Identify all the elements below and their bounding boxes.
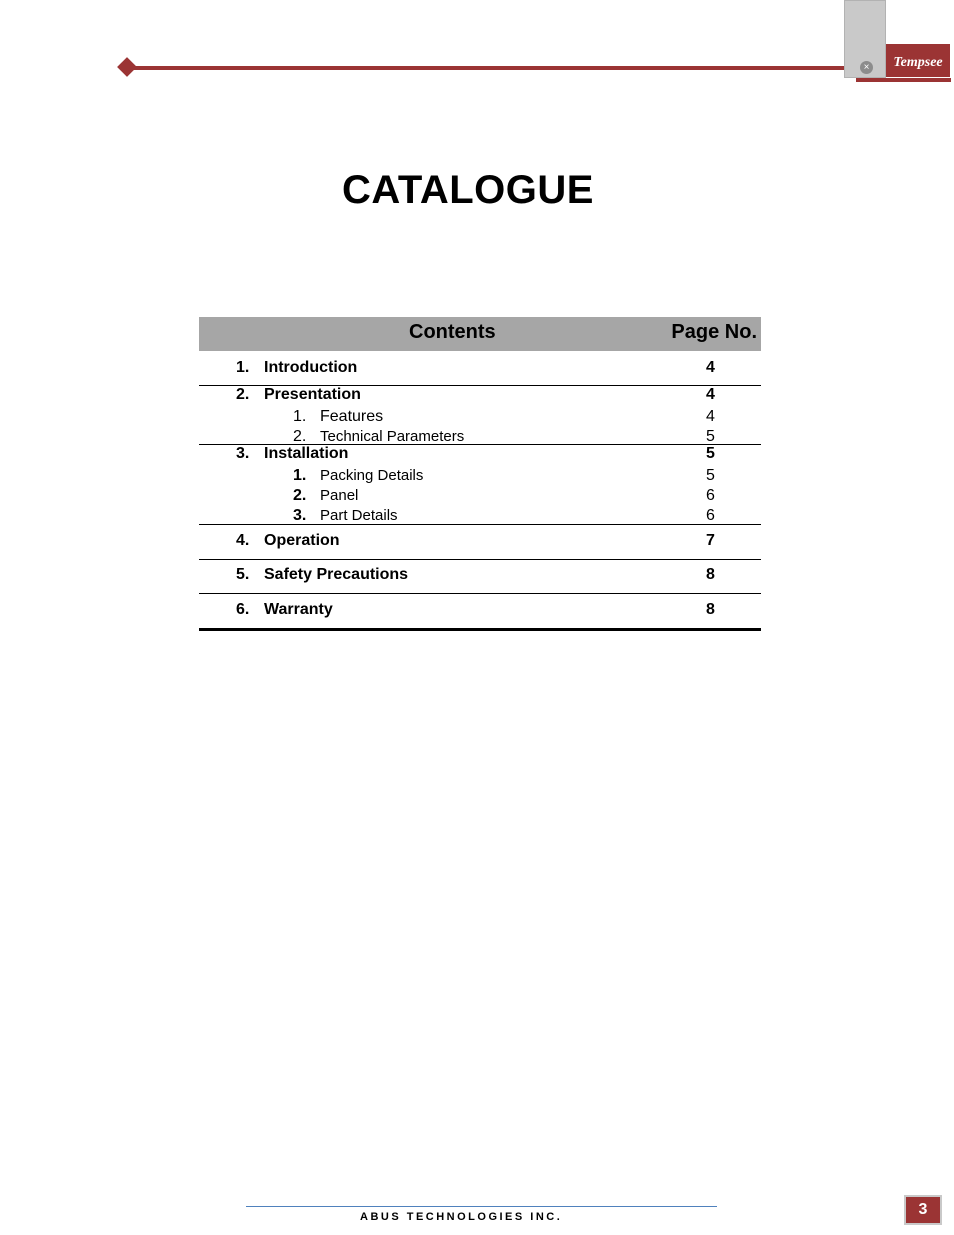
toc-page: 6 xyxy=(706,487,715,504)
toc-subrow[interactable] xyxy=(199,465,761,485)
page-number: 3 xyxy=(904,1195,942,1225)
toc-number: 1. xyxy=(293,467,307,484)
toc-page: 5 xyxy=(706,467,715,484)
toc-label: Operation xyxy=(264,532,340,549)
header-rule xyxy=(130,66,844,70)
toc-label: Features xyxy=(320,408,384,425)
toc-label: Warranty xyxy=(264,601,333,618)
toc-section xyxy=(199,351,761,386)
toc-row[interactable] xyxy=(199,599,761,619)
toc-section xyxy=(199,445,761,525)
toc-label: Presentation xyxy=(264,386,361,403)
toc-section xyxy=(199,386,761,445)
toc-label: Installation xyxy=(264,445,349,462)
x-circle-icon: × xyxy=(860,61,873,74)
header-underline xyxy=(856,78,951,82)
toc-page: 5 xyxy=(706,428,715,445)
toc-row[interactable] xyxy=(199,443,761,463)
toc-section xyxy=(199,594,761,631)
toc-page: 7 xyxy=(706,532,715,549)
brand-logo: Tempsee xyxy=(886,44,950,77)
toc-label: Technical Parameters xyxy=(320,428,465,445)
toc-page: 4 xyxy=(706,408,715,425)
toc-label: Safety Precautions xyxy=(264,566,409,583)
toc-subrow[interactable] xyxy=(199,406,761,426)
toc-page: 6 xyxy=(706,507,715,524)
contents-header: Contents xyxy=(409,321,496,343)
toc-page: 4 xyxy=(706,386,715,403)
toc-subrow[interactable] xyxy=(199,505,761,525)
toc-label: Packing Details xyxy=(320,467,424,484)
toc-number: 2. xyxy=(293,487,307,504)
toc-page: 4 xyxy=(706,359,715,376)
toc-number: 2. xyxy=(236,386,250,403)
toc-number: 2. xyxy=(293,428,307,445)
toc-page: 8 xyxy=(706,566,715,583)
toc-subrow[interactable] xyxy=(199,485,761,505)
contents-table xyxy=(199,317,761,631)
toc-number: 3. xyxy=(236,445,250,462)
toc-page: 8 xyxy=(706,601,715,618)
toc-section xyxy=(199,525,761,560)
toc-number: 6. xyxy=(236,601,250,618)
toc-row[interactable] xyxy=(199,530,761,550)
page-no-header: Page No. xyxy=(671,321,757,343)
toc-label: Introduction xyxy=(264,359,358,376)
page-title: CATALOGUE xyxy=(342,168,594,212)
toc-page: 5 xyxy=(706,445,715,462)
contents-table-header xyxy=(199,317,761,351)
toc-number: 1. xyxy=(293,408,307,425)
toc-number: 5. xyxy=(236,566,250,583)
toc-number: 4. xyxy=(236,532,250,549)
toc-section xyxy=(199,560,761,594)
toc-row[interactable] xyxy=(199,384,761,404)
toc-row[interactable] xyxy=(199,564,761,584)
toc-number: 1. xyxy=(236,359,250,376)
toc-label: Panel xyxy=(320,487,359,504)
footer-rule xyxy=(246,1206,717,1207)
toc-row[interactable] xyxy=(199,357,761,377)
toc-label: Part Details xyxy=(320,507,398,524)
footer-company: ABUS TECHNOLOGIES INC. xyxy=(360,1211,563,1223)
toc-number: 3. xyxy=(293,507,307,524)
